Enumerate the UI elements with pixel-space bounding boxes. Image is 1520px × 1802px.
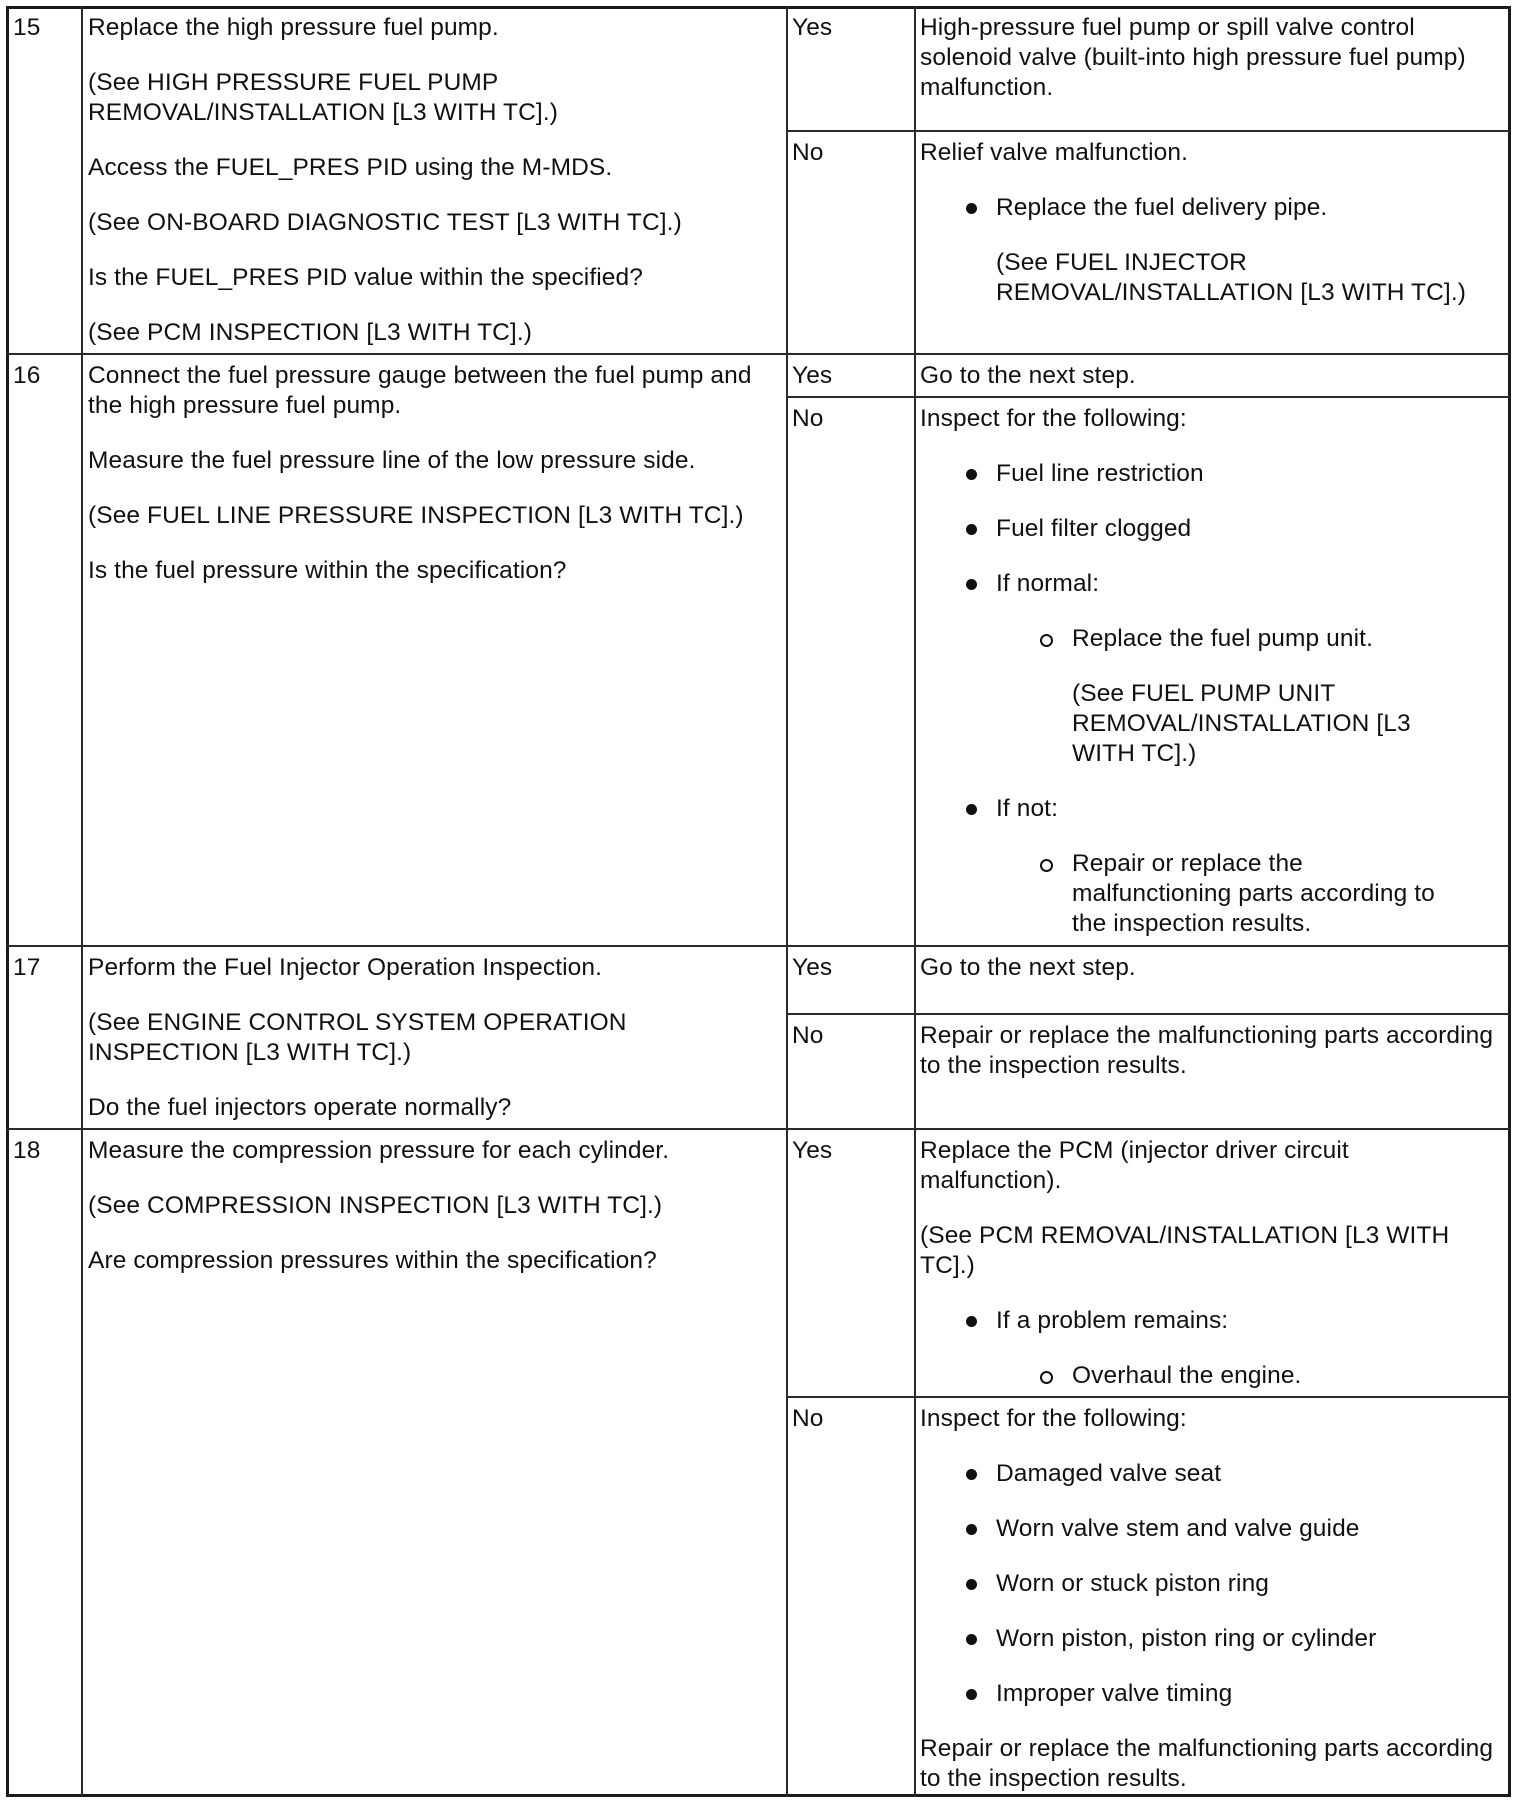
result-text: (See PCM REMOVAL/INSTALLATION [L3 WITH — [920, 1222, 1450, 1249]
result-text: Inspect for the following: — [920, 1405, 1187, 1432]
bullet-note: (See FUEL INJECTOR — [996, 249, 1247, 276]
action-text: Measure the fuel pressure line of the low pressure side. — [88, 447, 696, 474]
action-text: Is the FUEL_PRES PID value within the specified? — [88, 264, 643, 291]
bullet-text: Fuel line restriction — [996, 460, 1204, 487]
step-number: 18 — [13, 1137, 41, 1164]
bullet-icon — [966, 1524, 977, 1535]
action-text: (See HIGH PRESSURE FUEL PUMP — [88, 69, 499, 96]
yes-no-divider — [786, 130, 1511, 132]
result-text: to the inspection results. — [920, 1052, 1187, 1079]
bullet-text: Fuel filter clogged — [996, 515, 1192, 542]
bullet-note: REMOVAL/INSTALLATION [L3 WITH TC].) — [996, 279, 1466, 306]
action-text: INSPECTION [L3 WITH TC].) — [88, 1039, 412, 1066]
bullet-text: Replace the fuel delivery pipe. — [996, 194, 1328, 221]
bullet-text: Worn or stuck piston ring — [996, 1570, 1270, 1597]
result-text: to the inspection results. — [920, 1765, 1187, 1792]
action-text: Access the FUEL_PRES PID using the M-MDS. — [88, 154, 613, 181]
result-text: Go to the next step. — [920, 954, 1136, 981]
yes-no-divider — [786, 1013, 1511, 1015]
row-divider — [6, 1128, 1511, 1130]
action-text: (See ENGINE CONTROL SYSTEM OPERATION — [88, 1009, 627, 1036]
bullet-icon — [966, 804, 977, 815]
bullet-text: Damaged valve seat — [996, 1460, 1222, 1487]
action-text: Perform the Fuel Injector Operation Inspection. — [88, 954, 603, 981]
sub-bullet-icon — [1040, 634, 1053, 647]
result-text: malfunction). — [920, 1167, 1062, 1194]
action-text: the high pressure fuel pump. — [88, 392, 402, 419]
yes-no-divider — [786, 396, 1511, 398]
action-text: REMOVAL/INSTALLATION [L3 WITH TC].) — [88, 99, 558, 126]
step-number: 15 — [13, 14, 41, 41]
action-text: (See PCM INSPECTION [L3 WITH TC].) — [88, 319, 533, 346]
result-text: TC].) — [920, 1252, 975, 1279]
result-text: Repair or replace the malfunctioning parts according — [920, 1022, 1494, 1049]
sub-bullet-note: (See FUEL PUMP UNIT — [1072, 680, 1336, 707]
action-text: Is the fuel pressure within the specification? — [88, 557, 567, 584]
column-divider-step — [81, 6, 83, 1797]
sub-bullet-note: WITH TC].) — [1072, 740, 1197, 767]
sub-bullet-text: malfunctioning parts according to — [1072, 880, 1435, 907]
sub-bullet-text: Repair or replace the — [1072, 850, 1303, 877]
row-divider — [6, 353, 1511, 355]
yes-label: Yes — [792, 954, 833, 981]
action-text: Measure the compression pressure for each cylinder. — [88, 1137, 670, 1164]
result-text: Inspect for the following: — [920, 405, 1187, 432]
action-text: Replace the high pressure fuel pump. — [88, 14, 499, 41]
step-number: 17 — [13, 954, 41, 981]
result-text: solenoid valve (built-into high pressure fuel pump) — [920, 44, 1466, 71]
action-text: Do the fuel injectors operate normally? — [88, 1094, 512, 1121]
yes-label: Yes — [792, 14, 833, 41]
result-text: Repair or replace the malfunctioning parts according — [920, 1735, 1494, 1762]
bullet-icon — [966, 1634, 977, 1645]
yes-no-divider — [786, 1396, 1511, 1398]
sub-bullet-text: Overhaul the engine. — [1072, 1362, 1302, 1389]
no-label: No — [792, 405, 824, 432]
bullet-text: If not: — [996, 795, 1058, 822]
action-text: (See FUEL LINE PRESSURE INSPECTION [L3 WITH TC].) — [88, 502, 744, 529]
column-divider-result — [914, 6, 916, 1797]
result-text: malfunction. — [920, 74, 1054, 101]
column-divider-action — [786, 6, 788, 1797]
result-text: Go to the next step. — [920, 362, 1136, 389]
bullet-icon — [966, 469, 977, 480]
bullet-icon — [966, 1316, 977, 1327]
action-text: (See COMPRESSION INSPECTION [L3 WITH TC].) — [88, 1192, 663, 1219]
sub-bullet-text: Replace the fuel pump unit. — [1072, 625, 1373, 652]
bullet-text: Worn valve stem and valve guide — [996, 1515, 1360, 1542]
yes-label: Yes — [792, 362, 833, 389]
action-text: Connect the fuel pressure gauge between the fuel pump and — [88, 362, 752, 389]
sub-bullet-icon — [1040, 1371, 1053, 1384]
action-text: Are compression pressures within the specification? — [88, 1247, 657, 1274]
bullet-icon — [966, 203, 977, 214]
bullet-icon — [966, 524, 977, 535]
bullet-icon — [966, 1469, 977, 1480]
step-number: 16 — [13, 362, 41, 389]
yes-label: Yes — [792, 1137, 833, 1164]
result-text: High-pressure fuel pump or spill valve control — [920, 14, 1415, 41]
result-text: Relief valve malfunction. — [920, 139, 1189, 166]
no-label: No — [792, 1405, 824, 1432]
no-label: No — [792, 1022, 824, 1049]
bullet-icon — [966, 579, 977, 590]
row-divider — [6, 945, 1511, 947]
sub-bullet-note: REMOVAL/INSTALLATION [L3 — [1072, 710, 1411, 737]
bullet-text: If normal: — [996, 570, 1100, 597]
bullet-text: Worn piston, piston ring or cylinder — [996, 1625, 1377, 1652]
result-text: Replace the PCM (injector driver circuit — [920, 1137, 1349, 1164]
action-text: (See ON-BOARD DIAGNOSTIC TEST [L3 WITH TC].) — [88, 209, 682, 236]
no-label: No — [792, 139, 824, 166]
bullet-text: If a problem remains: — [996, 1307, 1229, 1334]
bullet-text: Improper valve timing — [996, 1680, 1233, 1707]
bullet-icon — [966, 1579, 977, 1590]
bullet-icon — [966, 1689, 977, 1700]
sub-bullet-icon — [1040, 859, 1053, 872]
sub-bullet-text: the inspection results. — [1072, 910, 1312, 937]
